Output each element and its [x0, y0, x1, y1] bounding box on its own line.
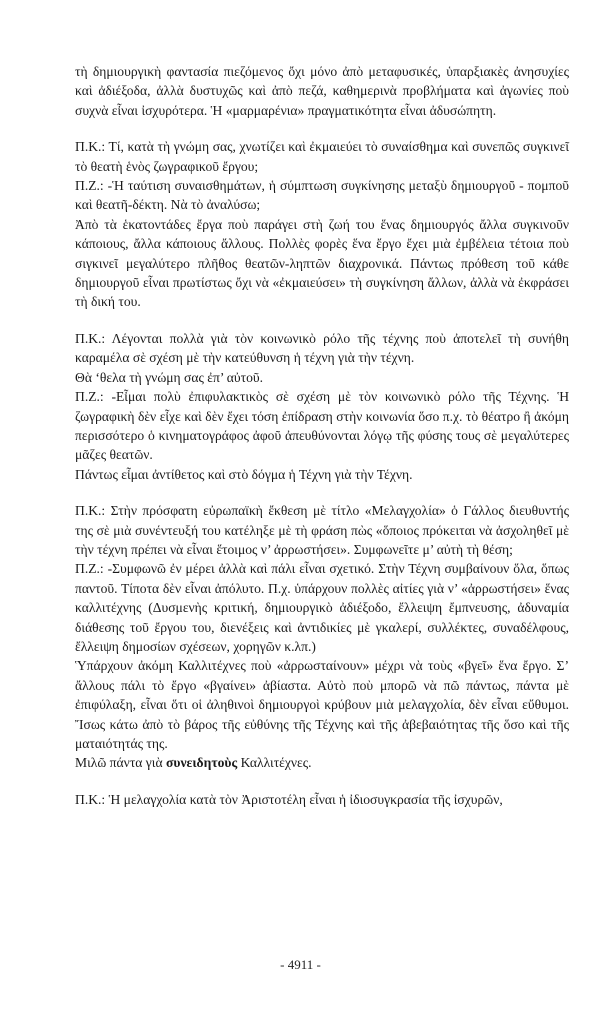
answer-continuation: Ἀπὸ τὰ ἑκατοντάδες ἔργα ποὺ παράγει στὴ ζωή του ἕνας δημιουργός ἄλλα συγκινοῦν κάποιους, ἄλλα κάποιους ἄλλους. Πολλὲς φορὲς ἕνα ἔργο ἔχει μιὰ ἐμβέλεια τέτοια ποὺ σιγκινεῖ μεγαλύτερο πλῆθος θεατῶν-ληπτῶν διαχρονικά. Πάντως πρόθεση τοῦ κάθε δημιουργοῦ εἶναι πρωτίστως ὄχι νὰ «ἐκμαιεύσει» τὴ συγκίνηση ἄλλων, ἀλλὰ νὰ ἐκφράσει τὴ δική του. [75, 216, 569, 310]
question-aristotle: Π.Κ.: Ἡ μελαγχολία κατὰ τὸν Ἀριστοτέλη εἶναι ἡ ἰδιοσυγκρασία τῆς ἰσχυρῶν, [75, 791, 503, 807]
answer-conscious-artists [75, 753, 569, 772]
answer-identification: Π.Ζ.: -Ἡ ταύτιση συναισθημάτων, ἡ σύμπτωση συγκίνησης μεταξὺ δημιουργοῦ - πομποῦ καὶ θεατῆ-δέκτη. Νὰ τὸ ἀναλύσω; [75, 178, 569, 213]
question-emotion: Π.Κ.: Τί, κατὰ τὴ γνώμη σας, χνωτίζει καὶ ἐκμαιεύει τὸ συναίσθημα καὶ συνεπῶς συγκινεῖ τὸ θεατὴ ἑνὸς ζωγραφικοῦ ἔργου; [75, 139, 569, 174]
question-opinion: Θὰ ‘θελα τὴ γνώμη σας ἐπ’ αὐτοῦ. [75, 369, 264, 385]
answer-artists-melancholy: Ὑπάρχουν ἀκόμη Καλλιτέχνες ποὺ «ἀρρωσταίνουν» μέχρι νὰ τοὺς «βγεῖ» ἕνα ἔργο. Σ’ ἄλλους πάλι τὸ ἔργο «βγαίνει» ἀβίαστα. Αὐτὸ ποὺ μπορῶ νὰ πῶ πάντως, πάντα μὲ ἐπιφύλαξη, εἶναι ὅτι οἱ ἀληθινοὶ δημιουργοὶ κρύβουν μιὰ μελαγχολία, δὲν εἶναι εὔθυμοι. Ἴσως κάτω ἀπὸ τὸ βάρος τῆς εὐθύνης τῆς Τέχνης καὶ τῆς ἀβεβαιότητας τῆς ὅσο καὶ τῆς ματαιότητάς της. [75, 658, 569, 751]
document-body [75, 62, 569, 809]
conscious-emphasis: συνειδητοὺς [166, 755, 238, 771]
question-social-role: Π.Κ.: Λέγονται πολλὰ γιὰ τὸν κοινωνικὸ ρόλο τῆς τέχνης ποὺ ἀποτελεῖ τὴ συνήθη καραμέλα σὲ σχέση μὲ τὴν κατεύθυνση ἡ τέχνη γιὰ τὴν τέχνη. [75, 330, 569, 366]
conscious-prefix: Μιλῶ πάντα γιὰ [75, 755, 163, 771]
question-melancholy-exhibition: Π.Κ.: Στὴν πρόσφατη εὐρωπαϊκὴ ἔκθεση μὲ τίτλο «Μελαγχολία» ὁ Γάλλος διευθυντής της σὲ μιὰ συνέντευξή του κατέληξε μὲ τὴ φράση πὼς «ὅποιος πρόκειται νὰ ἀσχοληθεῖ μὲ τὴν τέχνη πρέπει νὰ εἶναι ἕτοιμος ν’ ἀρρωστήσει». Συμφωνεῖτε μ’ αὐτὴ τὴ θέση; [75, 503, 569, 557]
answer-social-role: Π.Ζ.: -Εἶμαι πολὺ ἐπιφυλακτικὸς σὲ σχέση μὲ τὸν κοινωνικὸ ρόλο τῆς Τέχνης. Ἡ ζωγραφικὴ δὲν εἶχε καὶ δὲν ἔχει τόση ἐπίδραση στὴν κοινωνία ὅσο π.χ. τὸ θέατρο ἢ ἀκόμη περισσότερο ὁ κινηματογράφος ἀφοῦ ἀπευθύνονται λόγῳ τῆς φύσης τους σὲ μεγαλύτερες μᾶζες θεατῶν. [75, 389, 569, 463]
paragraph-intro: τὴ δημιουργικὴ φαντασία πιεζόμενος ὄχι μόνο ἀπὸ μεταφυσικές, ὑπαρξιακὲς ἀνησυχίες καὶ ἀδιέξοδα, ἀλλὰ δυστυχῶς καὶ ἀπὸ πεζά, καθημερινὰ προβλήματα καὶ ἀγωνίες ποὺ συχνὰ εἶναι ἰσχυρότερα. Ἡ «μαρμαρένια» πραγματικότητα εἶναι ἀδυσώπητη. [75, 64, 569, 118]
conscious-suffix: Καλλιτέχνες. [240, 755, 312, 771]
page-number: - 4911 - [280, 957, 321, 972]
answer-partial-agreement: Π.Ζ.: -Συμφωνῶ ἐν μέρει ἀλλὰ καὶ πάλι εἶναι σχετικό. Στὴν Τέχνη συμβαίνουν ὅλα, ὅπως παντοῦ. Τίποτα δὲν εἶναι ἀπόλυτο. Π.χ. ὑπάρχουν πολλὲς αἰτίες γιὰ ν’ «ἀρρωστήσει» ἕνας καλλιτέχνης (Δυσμενὴς κριτική, δημιουργικὸ ἀδιέξοδο, ἔλλειψη ἔμπνευσης, ἀδυναμία διάθεσης τοῦ ἔργου του, διενέξεις καὶ ἀντιδικίες μὲ γκαλερί, συλλέκτες, συναδέλφους, ἔλλειψη δημοσίων σχέσεων, χορηγῶν κ.λπ.) [75, 561, 569, 654]
answer-art-for-art: Πάντως εἶμαι ἀντίθετος καὶ στὸ δόγμα ἡ Τέχνη γιὰ τὴν Τέχνη. [75, 466, 413, 482]
